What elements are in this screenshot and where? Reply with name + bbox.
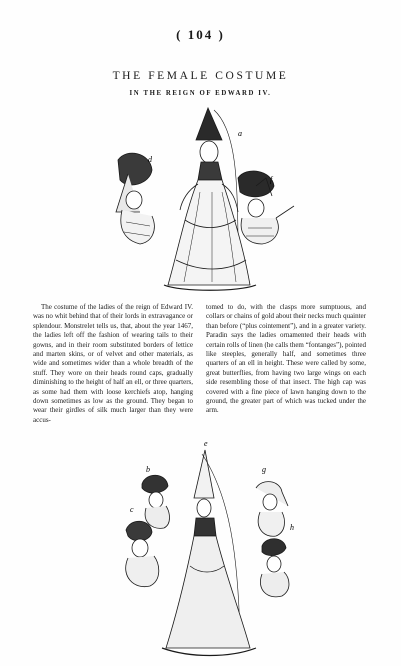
figure-letter-c: c bbox=[130, 505, 134, 514]
butterfly-headdress-figure-right bbox=[238, 171, 294, 244]
lady-with-steeple-headdress-figure bbox=[162, 450, 256, 656]
page-number: ( 104 ) bbox=[176, 27, 225, 42]
body-column-right bbox=[206, 303, 366, 433]
body-paragraph-right: tomed to do, with the clasps more sumptuous, and collars or chains of gold about their necks much quainter than before (“plus cointement”), and in a greater variety. Paradin says the ladies ornamented their heads with certain rolls of linen (he calls them “fontanges”), pointed like steeples, generally half, and sometimes three quarters of an ell in height. These were called by some, great butterflies, from having two large wings on each side resembling those of that insect. The high cap was covered with a fine piece of lawn hanging down to the ground, the greater part of which was tucked under the arm. bbox=[206, 303, 366, 415]
body-paragraph-left: The costume of the ladies of the reign of Edward IV. was no whit behind that of their lords in extravagance or splendour. Monstrelet tells us, that, about the year 1467, the ladies left off the fashion of wearing tails to their gowns, and in their room substituted borders of lettice and marten skins, or of velvet and other materials, as wide and sometimes wider than a whole breadth of the stuff. They wore on their heads round caps, gradually diminishing to the height of half an ell, or three quarters, as some had them with loose kerchiefs atop, hanging down sometimes as low as the ground. They began to wear their girdles of silk much larger than they were accus- bbox=[33, 303, 193, 424]
figure-letter-d: d bbox=[148, 155, 152, 164]
figure-letter-g: g bbox=[262, 465, 266, 474]
figure-letter-e: e bbox=[204, 439, 208, 448]
bottom-illustration bbox=[0, 436, 401, 666]
headdress-figure-c bbox=[126, 521, 159, 586]
figure-letter-b: b bbox=[146, 465, 150, 474]
lady-with-hennin-figure bbox=[164, 108, 256, 290]
page-title: THE FEMALE COSTUME bbox=[112, 70, 289, 82]
headdress-figure-h bbox=[260, 539, 289, 597]
headdress-figure-g bbox=[256, 482, 288, 537]
page-subtitle: IN THE REIGN OF EDWARD IV. bbox=[129, 90, 272, 97]
figure-letter-a: a bbox=[238, 129, 242, 138]
headdress-figure-b bbox=[142, 475, 170, 528]
figure-letter-h: h bbox=[290, 523, 294, 532]
figure-letter-f: f bbox=[270, 175, 273, 184]
body-column-left bbox=[33, 303, 193, 433]
butterfly-headdress-figure-left bbox=[116, 153, 154, 244]
top-illustration bbox=[0, 100, 401, 300]
